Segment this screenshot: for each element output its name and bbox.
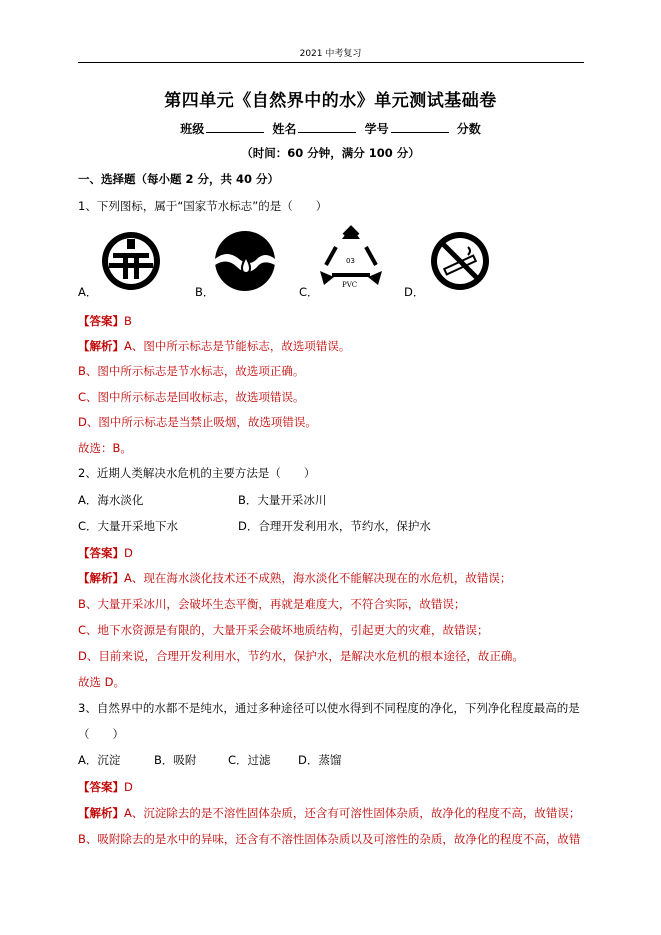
score-label: 分数 — [456, 122, 481, 136]
q3-option-a[interactable]: A．沉淀 — [78, 753, 121, 767]
q2-conclusion: 故选 D。 — [78, 675, 126, 689]
q3-analysis-line: B、吸附除去的是水中的异味，还含有不溶性固体杂质以及可溶性的杂质，故净化的程度不高，故错 — [78, 832, 581, 846]
section-heading: 一、选择题（每小题 2 分，共 40 分） — [78, 172, 280, 186]
recycle-code-text: 03 — [346, 257, 355, 265]
q1-conclusion: 故选：B。 — [78, 441, 132, 455]
q3-answer — [78, 779, 133, 795]
analysis-label: 【解析】 — [78, 339, 124, 353]
q2-stem: 2、近期人类解决水危机的主要方法是（ ） — [78, 466, 316, 480]
document-title: 第四单元《自然界中的水》单元测试基础卷 — [164, 91, 497, 111]
q1-option-b[interactable]: B． — [195, 285, 215, 299]
q3-stem: 3、自然界中的水都不是纯水，通过多种途径可以使水得到不同程度的净化，下列净化程度最高的是 — [78, 701, 580, 715]
answer-label: 【答案】 — [78, 314, 124, 328]
analysis-text: A、图中所示标志是节能标志，故选项错误。 — [124, 339, 351, 353]
q3-option-c[interactable]: C．过滤 — [228, 753, 271, 767]
q1-analysis-line — [78, 338, 350, 354]
name-label: 姓名 — [272, 122, 297, 136]
q1-analysis-line: C、图中所示标志是回收标志，故选项错误。 — [78, 390, 305, 404]
q1-analysis-line: D、图中所示标志是当禁止吸烟，故选项错误。 — [78, 415, 317, 429]
q2-option-d[interactable]: D．合理开发利用水，节约水，保护水 — [238, 519, 431, 533]
q1-answer — [78, 313, 132, 329]
q2-option-b[interactable]: B．大量开采冰川 — [238, 493, 327, 507]
answer-label: 【答案】 — [78, 780, 124, 794]
class-blank[interactable] — [206, 120, 264, 133]
id-blank[interactable] — [391, 120, 449, 133]
q1-option-d[interactable]: D． — [404, 285, 425, 299]
name-blank[interactable] — [298, 120, 356, 133]
q1-option-a[interactable]: A． — [78, 285, 98, 299]
id-label: 学号 — [364, 122, 389, 136]
class-label: 班级 — [180, 122, 205, 136]
q2-analysis-line — [78, 570, 511, 586]
q2-analysis-line: D、目前来说，合理开发利用水，节约水，保护水，是解决水危机的根本途径，故正确。 — [78, 649, 524, 663]
time-note: （时间：60 分钟，满分 100 分） — [241, 146, 420, 160]
q3-analysis-line — [78, 805, 580, 821]
q2-answer — [78, 545, 133, 561]
q2-option-c[interactable]: C．大量开采地下水 — [78, 519, 179, 533]
q1-analysis-line: B、图中所示标志是节水标志，故选项正确。 — [78, 364, 305, 378]
header-rule — [78, 62, 584, 63]
q1-stem: 1、下列图标，属于“国家节水标志”的是（ ） — [78, 199, 328, 213]
q2-option-a[interactable]: A．海水淡化 — [78, 493, 144, 507]
recycling-sign-icon — [318, 225, 384, 291]
analysis-label: 【解析】 — [78, 806, 124, 820]
q2-analysis-line: B、大量开采冰川，会破坏生态平衡，再就是难度大，不符合实际，故错误； — [78, 597, 466, 611]
answer-value: D — [124, 780, 133, 794]
page-header: 2021 中考复习 — [299, 49, 362, 59]
analysis-label: 【解析】 — [78, 571, 124, 585]
answer-value: B — [124, 314, 132, 328]
no-smoking-sign-icon — [428, 229, 492, 293]
student-info-row — [0, 120, 661, 137]
q1-option-c[interactable]: C． — [299, 285, 319, 299]
q3-option-d[interactable]: D．蒸馏 — [298, 753, 342, 767]
q3-option-b[interactable]: B．吸附 — [154, 753, 197, 767]
analysis-text: A、沉淀除去的是不溶性固体杂质，还含有可溶性固体杂质，故净化的程度不高，故错误； — [124, 806, 581, 820]
answer-label: 【答案】 — [78, 546, 124, 560]
water-saving-sign-icon — [213, 229, 277, 293]
energy-saving-sign-icon — [99, 229, 163, 293]
q3-stem-cont: （ ） — [78, 727, 124, 741]
answer-value: D — [124, 546, 133, 560]
q2-analysis-line: C、地下水资源是有限的，大量开采会破坏地质结构，引起更大的灾难，故错误； — [78, 623, 489, 637]
analysis-text: A、现在海水淡化技术还不成熟，海水淡化不能解决现在的水危机，故错误； — [124, 571, 512, 585]
recycle-material-text: PVC — [342, 281, 358, 289]
